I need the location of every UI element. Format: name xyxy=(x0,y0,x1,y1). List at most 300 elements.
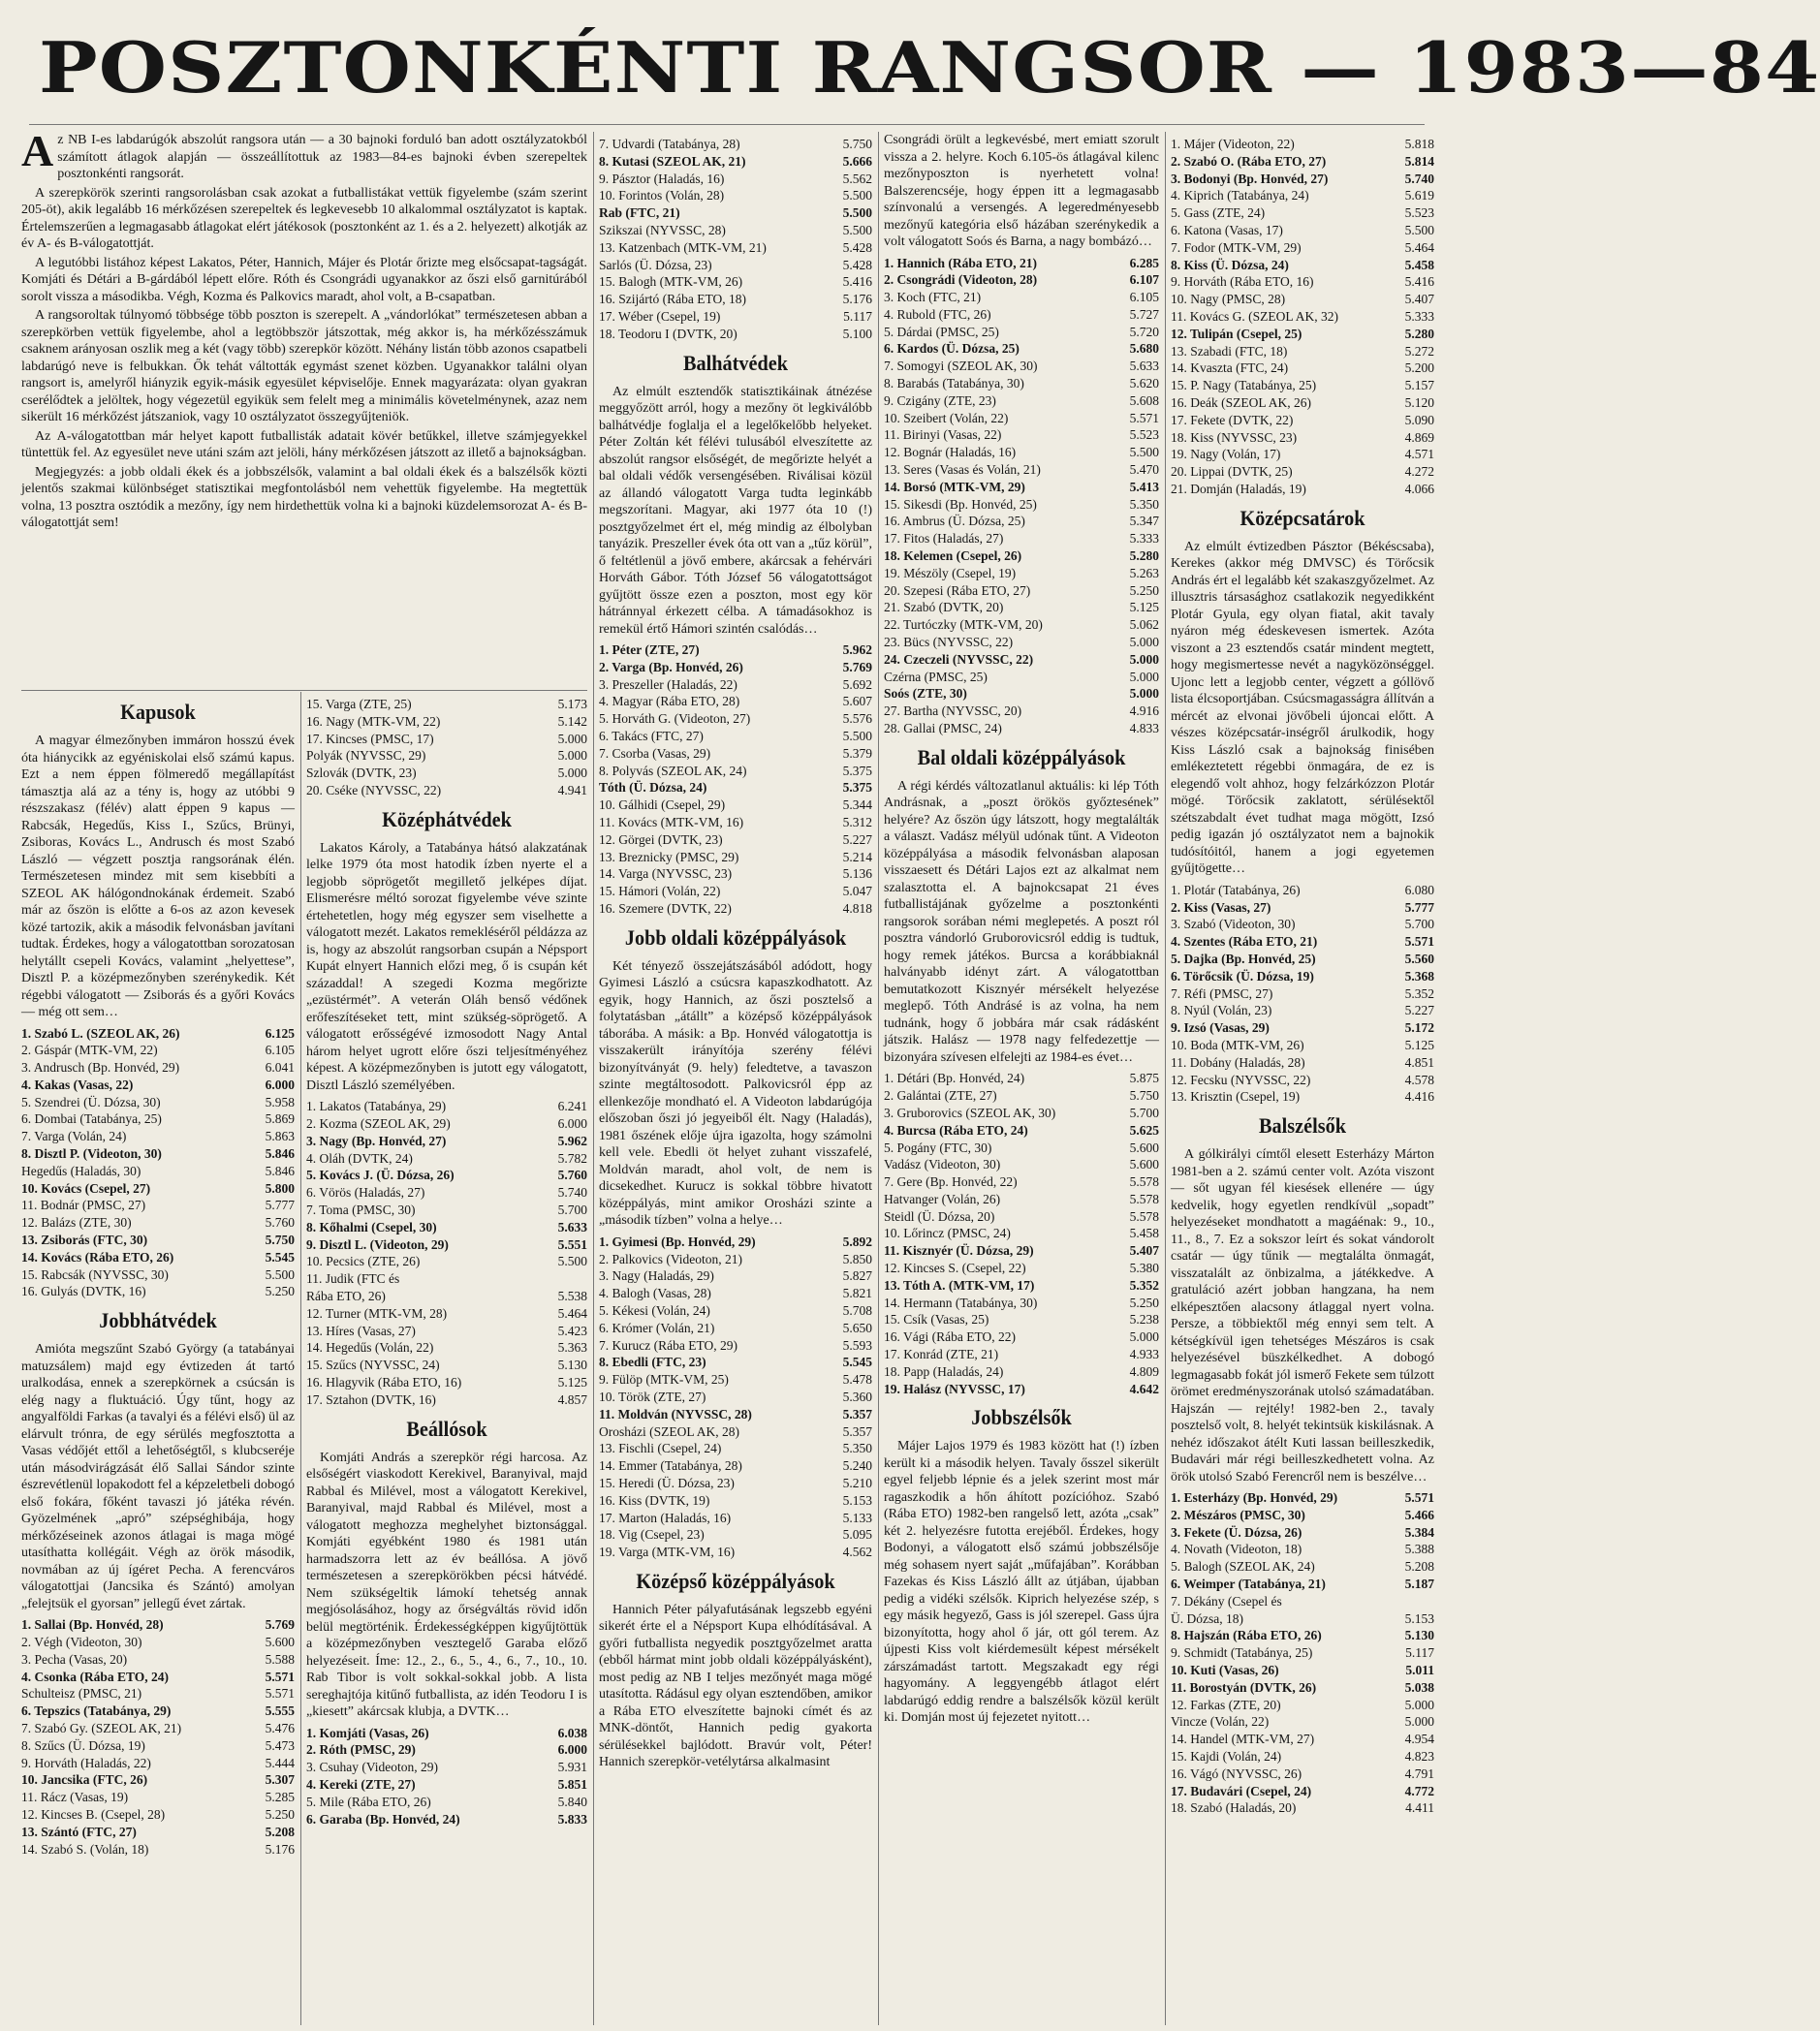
column-4 xyxy=(884,132,1159,2025)
player-entry: 9. Disztl L. (Videoton, 29) xyxy=(306,1236,449,1252)
column-3 xyxy=(599,132,872,2025)
average-value: 5.187 xyxy=(1404,1577,1434,1592)
average-value: 5.153 xyxy=(842,1492,872,1508)
player-entry: 18. Vig (Csepel, 23) xyxy=(599,1527,705,1543)
ranking-row xyxy=(1171,239,1434,257)
player-entry: 19. Nagy (Volán, 17) xyxy=(1171,447,1281,462)
player-entry: 10. Pecsics (ZTE, 26) xyxy=(306,1254,421,1269)
average-value: 5.562 xyxy=(842,171,872,186)
player-entry: 7. Réfi (PMSC, 27) xyxy=(1171,985,1273,1001)
average-value: 5.285 xyxy=(265,1790,295,1805)
player-entry: 13. Seres (Vasas és Volán, 21) xyxy=(884,462,1041,478)
player-entry: 9. Czigány (ZTE, 23) xyxy=(884,392,996,408)
intro-paragraph: A szerepkörök szerinti rangsorolásban csak azokat a futballistákat vettük figyelembe (szám szerint 205-öt), akik legalább 16 mérkőzésen szerepeltek és legkevesebb 10 alkalommal osztályzatot is kaptak. Értelemszerűen a legmagasabb átlagokat elért játékosok (posztonként az 1. és a 2. helyezett) alkotják az év A- és B-válogatottját. xyxy=(21,185,587,251)
player-entry: 22. Turtóczky (MTK-VM, 20) xyxy=(884,617,1043,633)
average-value: 5.333 xyxy=(1129,531,1159,547)
ranking-row xyxy=(306,1184,587,1202)
player-entry: 2. Mészáros (PMSC, 30) xyxy=(1171,1507,1305,1522)
player-entry: 13. Szántó (FTC, 27) xyxy=(21,1824,137,1839)
player-entry: 15. Sikesdi (Bp. Honvéd, 25) xyxy=(884,496,1037,512)
average-value: 5.500 xyxy=(842,205,872,221)
average-value: 5.333 xyxy=(1404,308,1434,324)
player-entry: 17. Sztahon (DVTK, 16) xyxy=(306,1391,436,1407)
column-rule xyxy=(300,692,301,2025)
player-entry: 14. Kovács (Rába ETO, 26) xyxy=(21,1249,174,1265)
player-entry: 12. Kincses B. (Csepel, 28) xyxy=(21,1807,166,1823)
ranking-row xyxy=(306,1253,587,1270)
player-entry: 20. Lippai (DVTK, 25) xyxy=(1171,464,1293,480)
average-value: 5.777 xyxy=(265,1198,295,1213)
ranking-list-jobbhatvedek-cont xyxy=(306,696,587,799)
player-entry: 2. Róth (PMSC, 29) xyxy=(306,1742,416,1758)
player-entry: 3. Fekete (Ü. Dózsa, 26) xyxy=(1171,1524,1302,1540)
player-entry: 2. Galántai (ZTE, 27) xyxy=(884,1088,997,1104)
ranking-row xyxy=(21,1249,295,1266)
player-entry: 6. Törőcsik (Ü. Dózsa, 19) xyxy=(1171,968,1314,984)
ranking-row xyxy=(599,1337,872,1355)
ranking-row xyxy=(1171,377,1434,394)
average-value: 5.011 xyxy=(1405,1663,1434,1678)
ranking-row xyxy=(884,426,1159,444)
ranking-row xyxy=(21,1094,295,1111)
ranking-row xyxy=(1171,1558,1434,1576)
column-2 xyxy=(306,692,587,2025)
player-entry: 12. Bognár (Haladás, 16) xyxy=(884,445,1017,460)
ranking-row xyxy=(1171,359,1434,377)
player-entry: 17. Fitos (Haladás, 27) xyxy=(884,531,1004,547)
player-entry: 4. Csonka (Rába ETO, 24) xyxy=(21,1669,170,1684)
player-entry: 3. Nagy (Haladás, 29) xyxy=(599,1268,714,1284)
player-entry: Rab (FTC, 21) xyxy=(599,205,680,221)
player-entry: 16. Vági (Rába ETO, 22) xyxy=(884,1329,1016,1345)
player-entry: 13. Krisztin (Csepel, 19) xyxy=(1171,1089,1301,1105)
section-text-kozephatvedek: Lakatos Károly, a Tatabánya hátsó alakzatának lelke 1979 óta most hatodik ízben nyerte el a legjobb söprögetőt megillető jelképes díjat. Elismerésre méltó sorozat figyelembe véve szinte értehetetlen, hogy még egyszer sem viselhette a válogatott mezét. Lakatos remekléséről példázza az is, hogy az abszolút rangsorban csupán a Népsport Kupát elnyert Hannich előzi meg, ő is csupán két századdal! A szegedi Kozma megőrizte „ezüstérmét”. A veterán Oláh benső védőnek erőfeszítéseket tett, mint szükség-söprögető. A válogatott erősségévé izmosodott Nagy Antal három helyet ugrott előre őszi teljesítményéhez képest. A középmezőnyben is jutott egy válogatott, Disztl László személyében. xyxy=(306,840,587,1093)
player-entry: 17. Konrád (ZTE, 21) xyxy=(884,1347,999,1362)
section-title-beallosok: Beállósok xyxy=(406,1416,487,1441)
ranking-row xyxy=(306,1776,587,1794)
average-value: 5.588 xyxy=(265,1651,295,1667)
ranking-row xyxy=(884,1277,1159,1295)
section-title-kapusok: Kapusok xyxy=(120,700,196,724)
average-value: 5.250 xyxy=(265,1284,295,1299)
column-rule xyxy=(593,132,594,2025)
average-value xyxy=(537,1270,587,1288)
player-entry: 9. Schmidt (Tatabánya, 25) xyxy=(1171,1645,1313,1661)
average-value: 5.608 xyxy=(1129,392,1159,408)
ranking-row xyxy=(599,797,872,814)
ranking-row xyxy=(599,171,872,188)
average-value: 5.578 xyxy=(1129,1208,1159,1224)
column-1 xyxy=(21,692,295,2025)
average-value: 5.416 xyxy=(1404,274,1434,290)
ranking-row xyxy=(884,392,1159,410)
ranking-row xyxy=(21,1128,295,1145)
ranking-row xyxy=(599,1440,872,1457)
average-value: 5.000 xyxy=(557,731,587,746)
average-value: 5.750 xyxy=(1129,1088,1159,1104)
player-entry: 9. Horváth (Rába ETO, 16) xyxy=(1171,274,1314,290)
ranking-row xyxy=(21,1685,295,1703)
player-entry: 13. Híres (Vasas, 27) xyxy=(306,1323,416,1338)
player-entry: 23. Bücs (NYVSSC, 22) xyxy=(884,635,1014,650)
average-value: 5.280 xyxy=(1129,548,1159,564)
section-text-kapusok: A magyar élmezőnyben immáron hosszú évek óta hiánycikk az egyéniskolai első számú kapus. Ezt a nem éppen fölmeredő megállapítást támasztja alá az a tény is, hogy az utóbbi 9 részszakasz (félév) alatt éppen 9 kapus — Rabcsák, Hegedűs, Kiss I., Szűcs, Brünyi, Zsiboras, Kovács L., Andrusch és most Szabó László — végzett posztja rangsorának élén. Természetesen mindez mit sem kisebbíti a SZEOL AK hálógondnokának érdemeit. Szabó már az őszön is előtte a 6-os az azon kevesek közé tartozik, akik a második felvonásban javítani tudtak. Érdekes, hogy a válogatottban sorozatosan helytállt csepeli Kovács, valamint „helyettese”, Disztl P. a középmezőnyben szerénykedik. Két régebbi válogatott — Zsiborás és a győri Kovács — még ott sem… xyxy=(21,734,295,1019)
player-entry: 13. Szabadi (FTC, 18) xyxy=(1171,343,1288,359)
player-entry: 20. Cséke (NYVSSC, 22) xyxy=(306,782,442,797)
ranking-row xyxy=(306,1357,587,1374)
ranking-row xyxy=(1171,412,1434,429)
player-entry: 21. Domján (Haladás, 19) xyxy=(1171,481,1306,496)
ranking-row xyxy=(1171,257,1434,274)
ranking-row xyxy=(884,444,1159,461)
ranking-row xyxy=(1171,291,1434,308)
player-entry: 5. Kovács J. (Ü. Dózsa, 26) xyxy=(306,1168,455,1183)
player-entry: 4. Balogh (Vasas, 28) xyxy=(599,1286,711,1301)
average-value: 5.800 xyxy=(265,1180,295,1196)
average-value: 5.125 xyxy=(557,1375,587,1390)
ranking-list-kozepso xyxy=(884,255,1159,737)
ranking-row xyxy=(306,1339,587,1357)
ranking-row xyxy=(306,1741,587,1759)
ranking-row xyxy=(306,1323,587,1340)
average-value: 5.375 xyxy=(842,763,872,778)
ranking-row xyxy=(599,1457,872,1475)
player-entry: 10. Gálhidi (Csepel, 29) xyxy=(599,797,726,813)
average-value: 5.000 xyxy=(1129,669,1159,684)
player-entry: 2. Csongrádi (Videoton, 28) xyxy=(884,272,1038,288)
ranking-row xyxy=(599,257,872,274)
ranking-row xyxy=(21,1232,295,1249)
ranking-row xyxy=(1171,1019,1434,1037)
player-entry: 8. Barabás (Tatabánya, 30) xyxy=(884,376,1024,391)
average-value: 4.066 xyxy=(1404,481,1434,496)
section-text-kozepso: Hannich Péter pályafutásának legszebb egyéni sikerét érte el a Népsport Kupa elhódításával. A győri futballista negyedik posztgyőzelmet aratta (ebből hármat mint jobb oldali középpályásként), most pedig az NB I teljes mezőnyét maga mögé utasította. Rádásul egy olyan esztendőben, amikor a Rába ETO elveszítette bajnoki címét és az MNK-döntőt, Hannich pedig gyakorta sérülésekkel bajlódott. Bravúr volt, Péter! Hannich szerepkör-vetélytársa alkalmasint xyxy=(599,1602,872,1770)
ranking-row xyxy=(1171,1054,1434,1072)
average-value: 5.769 xyxy=(842,659,872,674)
average-value: 5.000 xyxy=(1404,1697,1434,1712)
average-value: 5.607 xyxy=(842,694,872,709)
ranking-row xyxy=(884,306,1159,324)
section-text-jobbszelsok: Májer Lajos 1979 és 1983 között hat (!) ízben került ki a második helyen. Tavaly ősszel sikerült egyel feljebb lépnie és a jelek szerint most már ragaszkodik a hőn áhított pozícióhoz. Szabó (Rába ETO) 1982-ben rangelső lett, azóta „csak” két 2. helyezésre futotta erejéből. Érdekes, hogy Bodonyi, a válogatott első számú jobbszélsője még sohasem nyert saját „műfajában”. Korábban Fazekas és Kiss László állt az útjában, újabban pedig a vidéki szélsők. Kiprich helyezése szép, s egy másik hegyező, Gass is jól szerepel. Gass újra bizonyította, hogy ahol ő jár, ott gól terem. Az újpesti Kiss volt kiérdemesült képest mérsékelt zárszámadást tartott. Megszakadt egy régi hagyomány. A leggyengébb átlagot elért labdarúgó eddig rendre a balszélsők közül került ki. Domján most új fejezetet nyitott… xyxy=(884,1439,1159,1726)
player-entry: 8. Kőhalmi (Csepel, 30) xyxy=(306,1219,437,1234)
average-value: 5.863 xyxy=(265,1129,295,1144)
average-value: 6.080 xyxy=(1404,882,1434,897)
player-entry: 3. Andrusch (Bp. Honvéd, 29) xyxy=(21,1060,180,1076)
average-value: 5.814 xyxy=(1404,153,1434,169)
player-entry: 18. Papp (Haladás, 24) xyxy=(884,1363,1004,1379)
average-value: 5.821 xyxy=(842,1286,872,1301)
average-value: 4.809 xyxy=(1129,1363,1159,1379)
intro-paragraph: Az A-válogatottban már helyet kapott futballisták adatait kövér betűkkel, illetve számjegyekkel tüntettük fel. Az egyesület neve utáni szám azt jelöli, hány mérkőzésen játszott az illető a bajnokságban. xyxy=(21,428,587,460)
ranking-row xyxy=(21,1789,295,1806)
player-entry: 14. Kvaszta (FTC, 24) xyxy=(1171,360,1289,376)
average-value: 5.208 xyxy=(265,1824,295,1839)
ranking-row xyxy=(884,720,1159,737)
player-entry: 3. Pecha (Vasas, 20) xyxy=(21,1651,128,1667)
ranking-row xyxy=(884,461,1159,479)
average-value: 5.473 xyxy=(265,1737,295,1753)
average-value: 5.500 xyxy=(842,729,872,744)
player-entry: 16. Hlagyvik (Rába ETO, 16) xyxy=(306,1375,462,1390)
average-value: 5.466 xyxy=(1404,1507,1434,1522)
ranking-row xyxy=(599,1320,872,1337)
player-entry: 7. Gere (Bp. Honvéd, 22) xyxy=(884,1174,1018,1190)
average-value: 5.250 xyxy=(1129,1295,1159,1310)
ranking-row xyxy=(1171,1541,1434,1558)
ranking-row xyxy=(1171,1713,1434,1731)
average-value: 5.931 xyxy=(557,1760,587,1775)
ranking-row xyxy=(599,1510,872,1527)
ranking-row xyxy=(1171,326,1434,343)
ranking-row xyxy=(21,1616,295,1634)
player-entry: 4. Burcsa (Rába ETO, 24) xyxy=(884,1122,1028,1138)
ranking-row xyxy=(306,1374,587,1391)
ranking-row xyxy=(884,1156,1159,1173)
section-title-kozepso: Középső középpályások xyxy=(636,1568,835,1593)
player-entry: 15. Varga (ZTE, 25) xyxy=(306,697,412,711)
column-rule xyxy=(1165,132,1166,2025)
ranking-row xyxy=(884,513,1159,530)
player-entry: 4. Novath (Videoton, 18) xyxy=(1171,1542,1302,1557)
average-value: 5.500 xyxy=(265,1266,295,1282)
average-value: 5.444 xyxy=(265,1755,295,1770)
average-value: 5.428 xyxy=(842,239,872,255)
section-text-beallosok: Komjáti András a szerepkör régi harcosa. Az elsőségért viaskodott Kerekivel, Baranyival, majd Rabbal és Milével, most a válogatott Kerekivel, Baranyival, majd Rabbal és Milével, most a válogatott meghozza meghelyhet biztonsággal. Komjáti egyébként 1980 és 1981 után harmadszorra lett az év beállósa. A jövő természetesen a szerepkörökben pécsi hátvédé. Nem szükségeltik lámokí tehetség annak megjósolásához, hogy az őrségváltás rövid időn belül megtörténik. Érdekességképpen kigyűjtöttük a középmezőnyben vesztegelő Garaba előző helyezéseit. Íme: 12., 2., 6., 5., 4., 6., 7., 10., 10. Rab Tibor is volt sokkal-sokkal jobb. A lista sereghajtója kitűnő futballista, az idén Teodoru I is „kiesett” akárcsak klubja, a DVTK… xyxy=(306,1450,587,1720)
player-entry: 3. Koch (FTC, 21) xyxy=(884,290,982,305)
average-value: 5.407 xyxy=(1129,1243,1159,1259)
player-entry: 11. Rácz (Vasas, 19) xyxy=(21,1790,129,1805)
ranking-row xyxy=(884,255,1159,272)
ranking-row xyxy=(884,651,1159,669)
section-text-jobbhatvedek: Amióta megszűnt Szabó György (a tatabányai matuzsálem) majd egy évtizeden át tartó uralkodása, ennek a szerepkörnek a csúcsán is elég nagy a fluktuáció. Úgy tűnt, hogy az angyalföldi Farkas (a tavalyi és a félévi első) ül az elárvult trónra, de egy sérülés megfosztotta a Vasas védőjét ettől a lehetőségtől, s klubcseréje után másodvirágzását élő Sallai Sándor szinte észrevétlenül lopakodott fel a képzeletbeli dobogó első fokára, főként tavaszi jó játéka révén. Gyözelmének „apró” szépséghibája, hogy mérkőzéseinek azonos átlagai is maga mögé utasíthatta kollégáit. Végh az örök második, novmában az új ígéret Pecha. A ferencváros válogatottjai (Jancsika és Szántó) amolyan „felejtsük el gyorsan” jellegű évet zártak. xyxy=(21,1342,295,1611)
ranking-row xyxy=(884,1087,1159,1105)
player-entry: 4. Szentes (Rába ETO, 21) xyxy=(1171,934,1318,950)
average-value: 5.571 xyxy=(1404,1490,1434,1506)
player-entry: 11. Bodnár (PMSC, 27) xyxy=(21,1198,146,1213)
ranking-row xyxy=(21,1720,295,1737)
section-text-baloldali: A régi kérdés változatlanul aktuális: ki lép Tóth Andrásnak, a „poszt örökös győztesének” helyére? Az őszön úgy látszott, hogy megtalálták a választ. Vadász mélyül udónak tűnt. A Videoton középpályása a második felvonásban alaposan visszaesett és Détári Lajos ezt az alkalmat nem szalasztotta el. A bajnokcsapat 21 éves futballistájának győzelme a posztonkénti rangsorok sorában némi meglepetés. A poszt ról posztra vándorló Gruborovicsról eddig is tudtuk, hogy remek játékos. Burcsa a korábbiaknál halványabb idényt zárt. A válogatottban bemutatkozott Kisznyér mérsékelt helyezése meglepő. Tóth Andrásé is az volna, ha nem tudnánk, hogy ő jobbára már csak rádásként játszik. Halász — 1978 nagy felfedezettje — bizonyára szívesen elfelejti az 1984-es évet… xyxy=(884,778,1159,1065)
ranking-row xyxy=(1171,463,1434,481)
average-value: 5.464 xyxy=(1404,239,1434,255)
ranking-row xyxy=(884,1173,1159,1191)
player-entry: 17. Wéber (Csepel, 19) xyxy=(599,308,721,324)
intro-article xyxy=(21,126,587,703)
average-value: 4.916 xyxy=(1129,703,1159,719)
player-entry: 4. Kakas (Vasas, 22) xyxy=(21,1077,134,1092)
average-value: 5.272 xyxy=(1404,343,1434,359)
average-value: 5.571 xyxy=(1404,934,1434,950)
section-title-jobbszelsok: Jobbszélsők xyxy=(971,1405,1072,1430)
ranking-row xyxy=(599,239,872,257)
player-entry: 17. Marton (Haladás, 16) xyxy=(599,1510,732,1525)
average-value: 5.555 xyxy=(265,1703,295,1719)
ranking-row xyxy=(306,747,587,765)
intro-rule xyxy=(21,690,587,691)
average-value xyxy=(1384,1593,1434,1610)
average-value: 5.176 xyxy=(265,1841,295,1857)
average-value: 5.157 xyxy=(1404,378,1434,393)
player-entry: 15. Szűcs (NYVSSC, 24) xyxy=(306,1358,440,1373)
player-entry: Rába ETO, 26) xyxy=(306,1289,386,1304)
player-entry: 6. Vörös (Haladás, 27) xyxy=(306,1185,425,1201)
ranking-list-jobbszelsok xyxy=(1171,136,1434,498)
ranking-row xyxy=(599,1302,872,1320)
ranking-row xyxy=(599,865,872,883)
average-value: 5.666 xyxy=(842,153,872,169)
headline-rule xyxy=(29,124,1425,125)
ranking-row xyxy=(599,1267,872,1285)
ranking-row xyxy=(1171,1662,1434,1679)
ranking-row xyxy=(1171,1072,1434,1089)
ranking-row xyxy=(21,1669,295,1686)
average-value: 5.760 xyxy=(557,1168,587,1183)
player-entry: 16. Szemere (DVTK, 22) xyxy=(599,901,732,917)
player-entry: 6. Katona (Vasas, 17) xyxy=(1171,222,1283,237)
player-entry: 21. Szabó (DVTK, 20) xyxy=(884,600,1004,615)
player-entry: Hegedűs (Haladás, 30) xyxy=(21,1163,141,1178)
ranking-row xyxy=(599,745,872,763)
player-entry: 1. Gyimesi (Bp. Honvéd, 29) xyxy=(599,1234,756,1249)
ranking-row xyxy=(306,1098,587,1115)
ranking-row xyxy=(884,634,1159,651)
ranking-row xyxy=(1171,1088,1434,1106)
player-entry: 6. Dombai (Tatabánya, 25) xyxy=(21,1111,162,1127)
player-entry: 11. Kisznyér (Ü. Dózsa, 29) xyxy=(884,1243,1034,1259)
ranking-row xyxy=(1171,1731,1434,1748)
ranking-row xyxy=(599,1544,872,1561)
average-value: 4.562 xyxy=(842,1545,872,1560)
player-entry: 1. Hannich (Rába ETO, 21) xyxy=(884,255,1038,270)
player-entry: 18. Teodoru I (DVTK, 20) xyxy=(599,326,737,341)
player-entry: 3. Csuhay (Videoton, 29) xyxy=(306,1760,439,1775)
average-value: 5.407 xyxy=(1404,292,1434,307)
section-text-balszelsok: A gólkirályi címtől elesett Esterházy Márton 1981-ben a 2. számú center volt. Azóta viszont — sőt ugyan fél kiesések ellenére — úgy kedvelik, hogy egyetlen rendkívül „sopadt” helyezéseket mondhatott a magáénak: 9., 10., 11., 8., 7. Ez a sokszor leírt és sokat vándorolt csatár — úgy tűnik — megtalálta önmagát, visszatalált az önbizalma, a játékkedve. A gratuláció azért jobban hangzana, ha nem elképesztően alacsony átlaggal nyert volna. Persze, a többiektől még ennyi sem telt. A kétségkívül igen tehetséges Mészáros is csak helyezésével büszkélkedhet. A dobogó legmagasabb fokát jól ismerő Fekete sem túlzott örömet eredményszorának utolsó számadatában. Hajszán — rejtély! 1982-ben 2., tavaly posztelső volt, 8. helyét tekintsük kiskilásnak. A nehéz időszakot átélt Kuti lassan beilleszkedik, Budavári már régi beilleszkedhetett volna. Az örök utolsó Szabó Ferencről nem is beszélve… xyxy=(1171,1147,1434,1484)
player-entry: 8. Nyúl (Volán, 23) xyxy=(1171,1003,1272,1018)
average-value: 5.240 xyxy=(842,1458,872,1474)
ranking-row xyxy=(1171,1576,1434,1593)
average-value: 5.100 xyxy=(842,326,872,341)
player-entry: 8. Kutasi (SZEOL AK, 21) xyxy=(599,153,746,169)
player-entry: 16. Deák (SZEOL AK, 26) xyxy=(1171,394,1311,410)
average-value: 5.384 xyxy=(1404,1524,1434,1540)
player-entry: 11. Judik (FTC és xyxy=(306,1271,400,1287)
average-value: 5.263 xyxy=(1129,565,1159,580)
player-entry: 15. Balogh (MTK-VM, 26) xyxy=(599,274,743,290)
average-value: 4.571 xyxy=(1404,447,1434,462)
ranking-row xyxy=(21,1145,295,1163)
ranking-row xyxy=(884,1140,1159,1157)
average-value: 5.818 xyxy=(1404,137,1434,151)
ranking-list-beallosok xyxy=(306,1725,587,1828)
ranking-row xyxy=(21,1077,295,1094)
ranking-row xyxy=(21,1824,295,1841)
player-entry: 8. Szűcs (Ü. Dózsa, 19) xyxy=(21,1737,145,1753)
average-value: 6.000 xyxy=(557,1742,587,1758)
average-value: 5.357 xyxy=(842,1423,872,1439)
average-value: 5.423 xyxy=(557,1323,587,1338)
player-entry: 11. Birinyi (Vasas, 22) xyxy=(884,427,1002,443)
ranking-row xyxy=(306,1811,587,1828)
intro-paragraph: A rangsoroltak túlnyomó többsége több poszton is szerepelt. A „vándorlókat” természetesen abban a szerepkörben vettük figyelembe, ahol a legtöbbször játszottak, még akkor is, ha mérkőzésszámuk csaknem arányosan oszlik meg a két (vagy több) szerepkör között. Néhány listán több azonos csapatbeli labdarúgó neve is felbukkan. Ők tehát váltották egymást szenet közben. Ugyanakkor találni olyan rangsort is, amelyről hiányzik egyik-másik egyesület képviselője. Ennek magyarázata: olyan gyakran cserélődtek a jelöltek, hogy végezetül egyikük sem felelt meg a minimális követelménynek, azaz nem sikerült 16 mérkőzést játszaniok, vagy 10 osztályzatot összegyűjteniök. xyxy=(21,308,587,424)
player-entry: 16. Kiss (DVTK, 19) xyxy=(599,1492,710,1508)
average-value: 6.038 xyxy=(557,1725,587,1740)
average-value: 5.827 xyxy=(842,1268,872,1284)
ranking-row xyxy=(599,659,872,676)
player-entry: 6. Kardos (Ü. Dózsa, 25) xyxy=(884,341,1020,357)
player-entry: 19. Halász (NYVSSC, 17) xyxy=(884,1381,1025,1396)
average-value: 5.551 xyxy=(557,1236,587,1252)
ranking-row xyxy=(884,1191,1159,1208)
average-value: 4.272 xyxy=(1404,464,1434,480)
average-value: 4.823 xyxy=(1404,1749,1434,1765)
average-value: 4.833 xyxy=(1129,721,1159,736)
average-value: 5.892 xyxy=(842,1234,872,1249)
average-value: 5.117 xyxy=(843,308,872,324)
player-entry: 3. Szabó (Videoton, 30) xyxy=(1171,917,1296,932)
average-value: 5.000 xyxy=(1129,635,1159,650)
average-value: 5.593 xyxy=(842,1337,872,1353)
player-entry: 9. Horváth (Haladás, 22) xyxy=(21,1755,151,1770)
average-value: 5.047 xyxy=(842,884,872,899)
ranking-row xyxy=(306,1167,587,1184)
average-value: 5.095 xyxy=(842,1527,872,1543)
player-entry: 13. Katzenbach (MTK-VM, 21) xyxy=(599,239,767,255)
ranking-row xyxy=(884,324,1159,341)
average-value: 5.750 xyxy=(265,1233,295,1248)
average-value: 5.523 xyxy=(1129,427,1159,443)
average-value: 4.933 xyxy=(1129,1347,1159,1362)
player-entry: 1. Esterházy (Bp. Honvéd, 29) xyxy=(1171,1490,1338,1506)
player-entry: 5. Pogány (FTC, 30) xyxy=(884,1140,992,1155)
ranking-row xyxy=(884,530,1159,547)
ranking-row xyxy=(599,728,872,745)
average-value: 5.038 xyxy=(1404,1679,1434,1695)
player-entry: 13. Breznicky (PMSC, 29) xyxy=(599,849,739,864)
ranking-list-beallosok-cont xyxy=(599,136,872,343)
section-title-jobboldali: Jobb oldali középpályások xyxy=(624,924,847,950)
player-entry: 18. Kelemen (Csepel, 26) xyxy=(884,548,1022,564)
player-entry: 7. Dékány (Csepel és xyxy=(1171,1593,1282,1609)
ranking-row xyxy=(1171,1489,1434,1507)
average-value: 6.107 xyxy=(1129,272,1159,288)
ranking-row xyxy=(599,1354,872,1371)
player-entry: Steidl (Ü. Dózsa, 20) xyxy=(884,1208,995,1224)
player-entry: Sarlós (Ü. Dózsa, 23) xyxy=(599,257,712,272)
ranking-row xyxy=(884,1105,1159,1122)
average-value: 4.954 xyxy=(1404,1732,1434,1747)
average-value: 5.130 xyxy=(557,1358,587,1373)
ranking-row xyxy=(1171,273,1434,291)
player-entry: Szlovák (DVTK, 23) xyxy=(306,766,417,781)
player-entry: 4. Kiprich (Tatabánya, 24) xyxy=(1171,188,1309,203)
player-entry: 9. Fülöp (MTK-VM, 25) xyxy=(599,1372,729,1388)
player-entry: 7. Somogyi (SZEOL AK, 30) xyxy=(884,359,1038,374)
ranking-row xyxy=(1171,187,1434,204)
ranking-row xyxy=(599,676,872,694)
ranking-row xyxy=(1171,136,1434,153)
average-value: 5.388 xyxy=(1404,1542,1434,1557)
headline: POSZTONKÉNTI RANGSOR — 1983—84 xyxy=(39,26,1820,109)
intro-paragraph: Az NB I-es labdarúgók abszolút rangsora után — a 30 bajnoki forduló ban adott osztályzatokból számított átlagok alapján — összeállítottuk az 1983—84-es bajnoki évben szerepeltek posztonkénti rangsorát. xyxy=(21,126,587,181)
average-value: 4.857 xyxy=(557,1391,587,1407)
player-entry: 3. Nagy (Bp. Honvéd, 27) xyxy=(306,1133,447,1148)
ranking-row xyxy=(306,1305,587,1323)
average-value: 5.769 xyxy=(265,1617,295,1633)
player-entry: 3. Preszeller (Haladás, 22) xyxy=(599,676,737,692)
ranking-row xyxy=(1171,985,1434,1003)
average-value: 5.350 xyxy=(1129,496,1159,512)
average-value: 5.352 xyxy=(1404,985,1434,1001)
